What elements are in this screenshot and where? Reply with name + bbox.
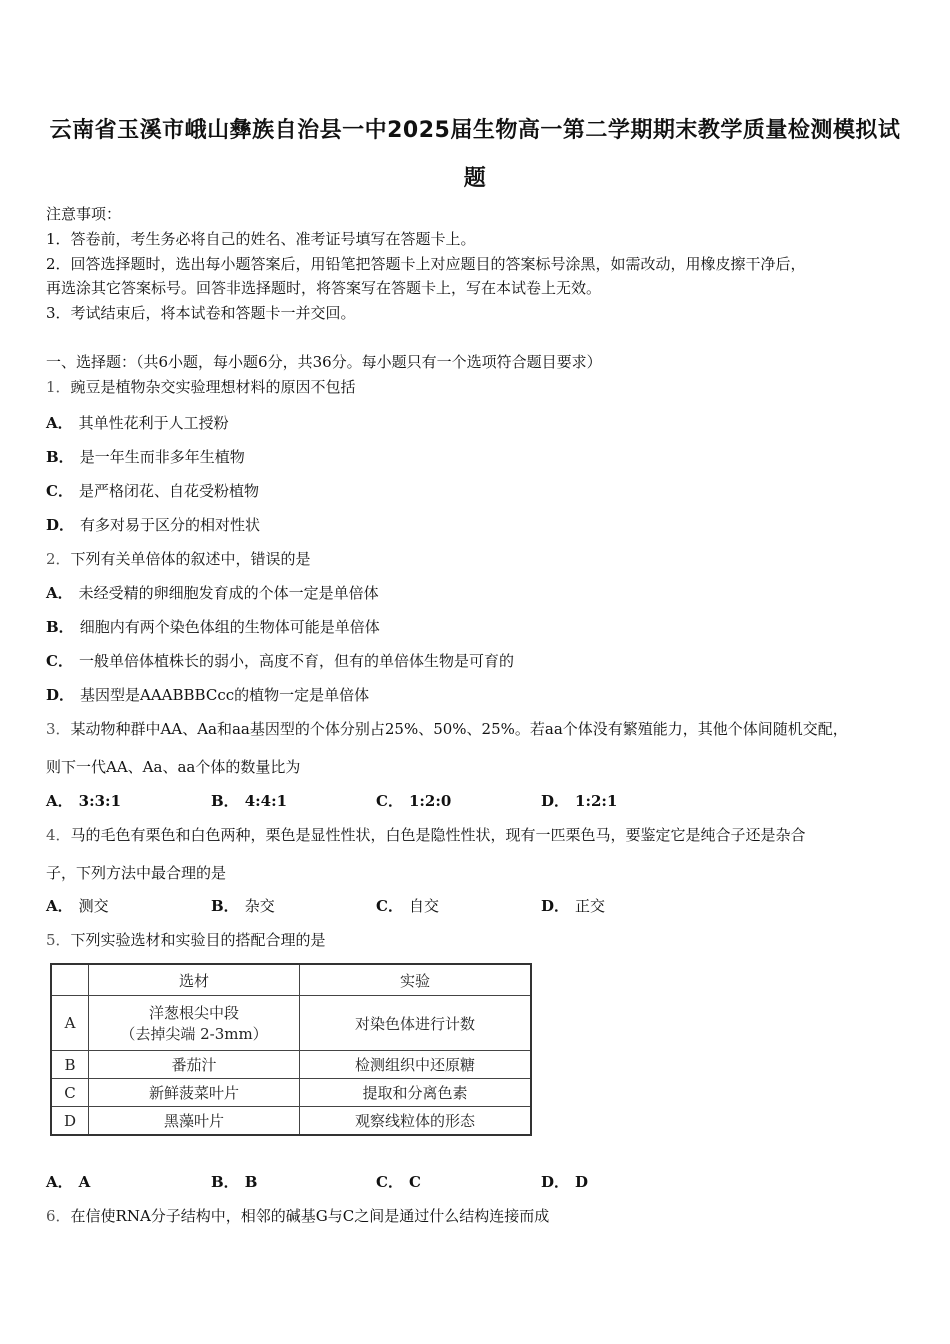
option-label: B． bbox=[46, 618, 74, 636]
option-label: C． bbox=[376, 792, 403, 810]
option-text: 细胞内有两个染色体组的生物体可能是单倍体 bbox=[79, 618, 380, 636]
option-b bbox=[211, 895, 275, 916]
option-text: B bbox=[244, 1173, 258, 1191]
option-label: A． bbox=[46, 1173, 73, 1191]
option-label: A． bbox=[46, 897, 73, 915]
option-label: C． bbox=[46, 482, 73, 500]
table-header-blank bbox=[51, 964, 89, 996]
option-text: 1:2:0 bbox=[408, 792, 452, 810]
row-material: 番茄汁 bbox=[89, 1051, 300, 1079]
option-a bbox=[46, 895, 109, 916]
row-material: 黑藻叶片 bbox=[89, 1107, 300, 1136]
row-material bbox=[89, 996, 300, 1051]
material-line: （去掉尖端 2-3mm） bbox=[120, 1025, 268, 1043]
row-experiment: 对染色体进行计数 bbox=[300, 996, 532, 1051]
option-text: 未经受精的卵细胞发育成的个体一定是单倍体 bbox=[78, 584, 379, 602]
question-5 bbox=[46, 929, 326, 950]
option-c bbox=[376, 790, 451, 811]
row-experiment: 检测组织中还原糖 bbox=[300, 1051, 532, 1079]
row-letter: B bbox=[51, 1051, 89, 1079]
option-d bbox=[46, 514, 260, 535]
question-stem-continued: 子，下列方法中最合理的是 bbox=[46, 864, 227, 882]
option-d bbox=[541, 1171, 588, 1192]
row-letter: C bbox=[51, 1079, 89, 1107]
option-label: D． bbox=[541, 1173, 570, 1191]
option-b bbox=[211, 790, 287, 811]
option-label: C． bbox=[46, 652, 73, 670]
option-label: B． bbox=[211, 897, 239, 915]
option-label: D． bbox=[541, 897, 570, 915]
row-letter: D bbox=[51, 1107, 89, 1136]
question-stem: 下列实验选材和实验目的搭配合理的是 bbox=[70, 931, 326, 949]
document-title-line1: 云南省玉溪市峨山彝族自治县一中2025届生物高一第二学期期末教学质量检测模拟试 bbox=[49, 118, 901, 143]
table-header-material: 选材 bbox=[89, 964, 300, 996]
material-line: 洋葱根尖中段 bbox=[148, 1004, 239, 1022]
section-heading: 一、选择题：（共6小题，每小题6分，共36分。每小题只有一个选项符合题目要求） bbox=[46, 353, 602, 371]
option-a bbox=[46, 412, 229, 433]
option-text: 自交 bbox=[408, 897, 439, 915]
question-stem: 马的毛色有栗色和白色两种，栗色是显性性状，白色是隐性性状，现有一匹栗色马，要鉴定它是纯合子还是杂合 bbox=[70, 826, 806, 844]
notice-item: 2．回答选择题时，选出每小题答案后，用铅笔把答题卡上对应题目的答案标号涂黑，如需改动，用橡皮擦干净后， bbox=[46, 255, 806, 273]
question-number: 6． bbox=[46, 1207, 71, 1225]
question-stem-continued: 则下一代AA、Aa、aa个体的数量比为 bbox=[46, 758, 301, 776]
question-2 bbox=[46, 548, 311, 569]
table-header-experiment: 实验 bbox=[300, 964, 532, 996]
option-label: B． bbox=[211, 1173, 239, 1191]
document-title-line2: 题 bbox=[463, 166, 487, 191]
option-text: 正交 bbox=[575, 897, 606, 915]
option-text: 其单性花利于人工授粉 bbox=[78, 414, 229, 432]
question-4 bbox=[46, 824, 806, 845]
option-a bbox=[46, 1171, 90, 1192]
option-label: C． bbox=[376, 1173, 403, 1191]
option-text: 1:2:1 bbox=[575, 792, 618, 810]
notice-heading: 注意事项： bbox=[46, 205, 122, 223]
option-text: A bbox=[78, 1173, 91, 1191]
option-c bbox=[46, 650, 514, 671]
option-text: 一般单倍体植株长的弱小，高度不育，但有的单倍体生物是可育的 bbox=[78, 652, 514, 670]
question-stem: 豌豆是植物杂交实验理想材料的原因不包括 bbox=[70, 378, 356, 396]
option-text: D bbox=[575, 1173, 589, 1191]
option-text: 3:3:1 bbox=[78, 792, 122, 810]
option-b bbox=[46, 616, 380, 637]
row-experiment: 观察线粒体的形态 bbox=[300, 1107, 532, 1136]
question-number: 4． bbox=[46, 826, 71, 844]
option-label: B． bbox=[46, 448, 74, 466]
option-text: 基因型是AAABBBCcc的植物一定是单倍体 bbox=[80, 686, 370, 704]
option-c bbox=[376, 1171, 421, 1192]
option-d bbox=[46, 684, 369, 705]
question-number: 1． bbox=[46, 378, 71, 396]
table-row bbox=[51, 1107, 531, 1136]
question-stem: 下列有关单倍体的叙述中，错误的是 bbox=[70, 550, 311, 568]
option-label: A． bbox=[46, 414, 73, 432]
question-number: 2． bbox=[46, 550, 71, 568]
option-d bbox=[541, 790, 617, 811]
option-text: 测交 bbox=[78, 897, 109, 915]
option-c bbox=[376, 895, 439, 916]
question-number: 5． bbox=[46, 931, 71, 949]
option-label: C． bbox=[376, 897, 403, 915]
option-a bbox=[46, 582, 379, 603]
option-label: A． bbox=[46, 584, 73, 602]
question-stem: 某动物种群中AA、Aa和aa基因型的个体分别占25%、50%、25%。若aa个体没有繁殖能力，其他个体间随机交配， bbox=[70, 720, 848, 738]
question-number: 3． bbox=[46, 720, 71, 738]
option-d bbox=[541, 895, 605, 916]
option-label: D． bbox=[46, 686, 75, 704]
option-b bbox=[46, 446, 245, 467]
notice-item: 再选涂其它答案标号。回答非选择题时，将答案写在答题卡上，写在本试卷上无效。 bbox=[46, 279, 602, 297]
question-6 bbox=[46, 1205, 549, 1226]
option-b bbox=[211, 1171, 257, 1192]
notice-item: 3．考试结束后，将本试卷和答题卡一并交回。 bbox=[46, 304, 356, 322]
option-text: 4:4:1 bbox=[244, 792, 288, 810]
question-1 bbox=[46, 376, 356, 397]
question-3 bbox=[46, 718, 848, 739]
row-material: 新鲜菠菜叶片 bbox=[89, 1079, 300, 1107]
option-label: A． bbox=[46, 792, 73, 810]
table-row bbox=[51, 1079, 531, 1107]
row-experiment: 提取和分离色素 bbox=[300, 1079, 532, 1107]
option-a bbox=[46, 790, 121, 811]
option-label: B． bbox=[211, 792, 239, 810]
option-text: 有多对易于区分的相对性状 bbox=[80, 516, 261, 534]
table-row bbox=[51, 1051, 531, 1079]
experiment-table bbox=[50, 963, 532, 1136]
option-c bbox=[46, 480, 259, 501]
notice-item: 1．答卷前，考生务必将自己的姓名、准考证号填写在答题卡上。 bbox=[46, 230, 476, 248]
option-label: D． bbox=[541, 792, 570, 810]
option-text: C bbox=[408, 1173, 421, 1191]
question-stem: 在信使RNA分子结构中，相邻的碱基G与C之间是通过什么结构连接而成 bbox=[70, 1207, 550, 1225]
option-text: 是一年生而非多年生植物 bbox=[79, 448, 245, 466]
table-row bbox=[51, 996, 531, 1051]
option-text: 是严格闭花、自花受粉植物 bbox=[78, 482, 259, 500]
row-letter: A bbox=[51, 996, 89, 1051]
option-label: D． bbox=[46, 516, 75, 534]
option-text: 杂交 bbox=[244, 897, 275, 915]
